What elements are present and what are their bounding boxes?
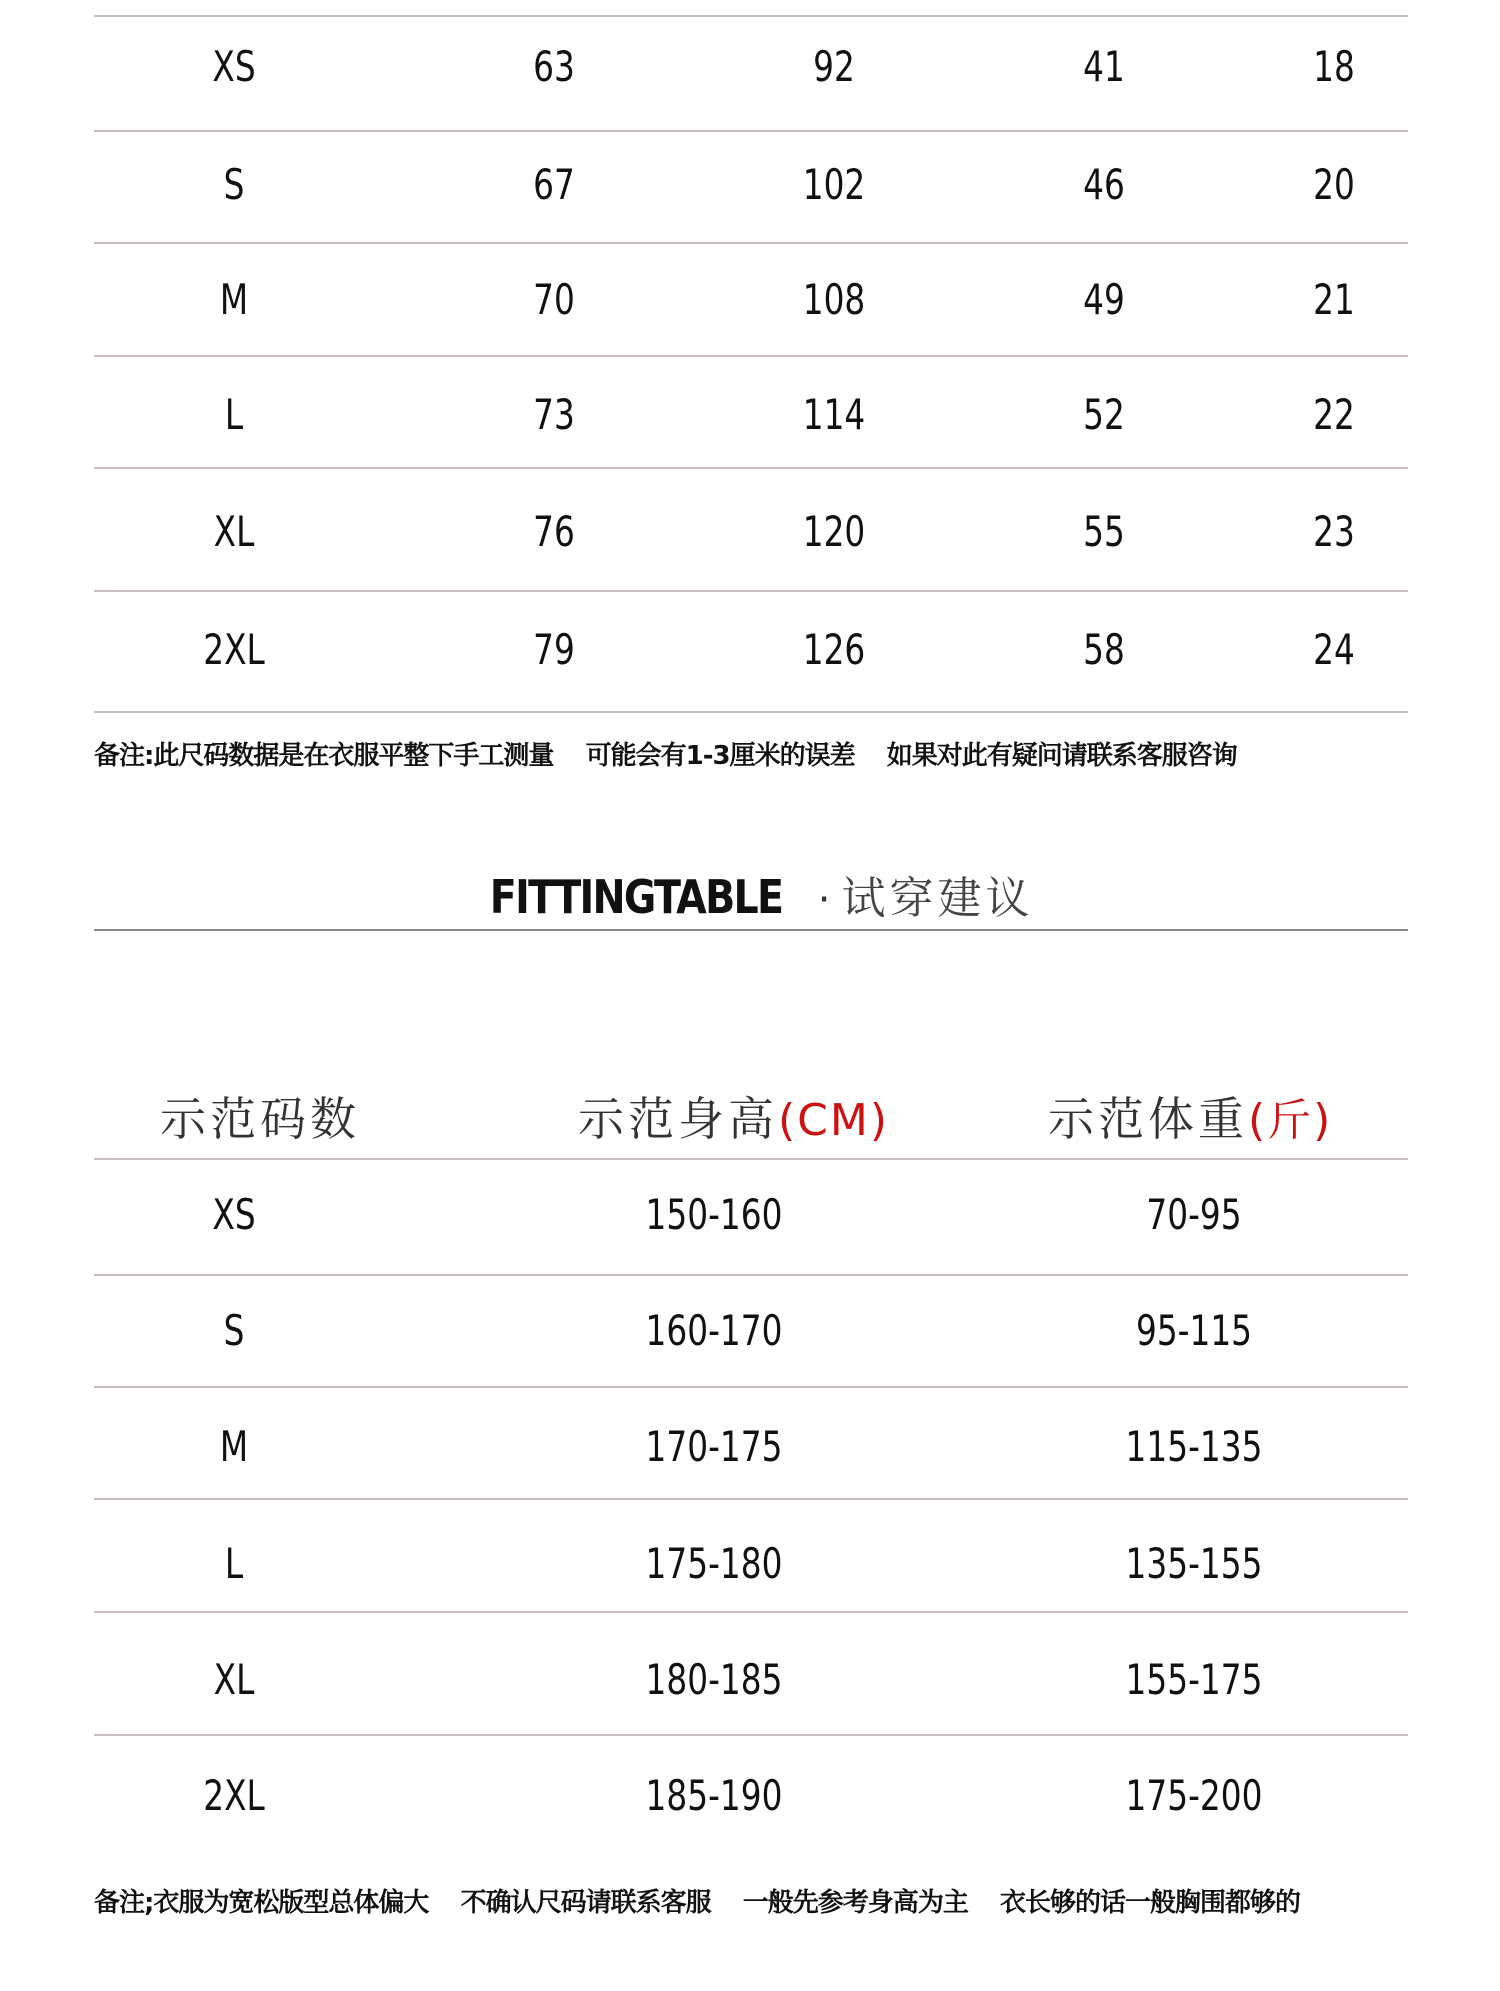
table-divider — [94, 130, 1408, 132]
measure-cell: 41 — [1083, 42, 1125, 91]
measure-cell: 126 — [802, 625, 866, 674]
measure-cell: 114 — [802, 390, 866, 439]
table-divider — [94, 1611, 1408, 1613]
measure-cell: 55 — [1083, 507, 1125, 556]
height-cell: 175-180 — [645, 1539, 783, 1588]
table-divider — [94, 242, 1408, 244]
weight-cell: 175-200 — [1125, 1771, 1263, 1820]
measure-cell: 24 — [1313, 625, 1355, 674]
height-cell: 150-160 — [645, 1190, 783, 1239]
weight-cell: 115-135 — [1125, 1422, 1263, 1471]
size-cell: XL — [213, 1655, 255, 1704]
size-cell: M — [219, 275, 249, 324]
size-cell: 2XL — [203, 625, 265, 674]
title-separator: · — [817, 877, 831, 923]
table-row — [94, 375, 1408, 455]
table-row — [94, 1524, 1408, 1604]
height-cell: 180-185 — [645, 1655, 783, 1704]
fitting-title-cn: 试穿建议 — [841, 873, 1034, 924]
table-row — [94, 1640, 1408, 1720]
measure-cell: 20 — [1313, 160, 1355, 209]
measure-cell: 92 — [813, 42, 855, 91]
measure-cell: 102 — [802, 160, 866, 209]
height-cell: 170-175 — [645, 1422, 783, 1471]
weight-cell: 155-175 — [1125, 1655, 1263, 1704]
measure-cell: 46 — [1083, 160, 1125, 209]
table-row — [94, 260, 1408, 340]
measure-cell: 49 — [1083, 275, 1125, 324]
table-divider — [94, 1158, 1408, 1160]
table-divider — [94, 467, 1408, 469]
header-size — [160, 1083, 360, 1153]
header-size-label: 示范码数 — [160, 1092, 360, 1146]
header-height-label: 示范身高 — [578, 1092, 778, 1146]
table-row — [94, 27, 1408, 107]
fitting-note: 备注;衣服为宽松版型总体偏大 不确认尺码请联系客服 一般先参考身高为主 衣长够的话一般胸围都够的 — [94, 1888, 1301, 1918]
measure-cell: 22 — [1313, 390, 1355, 439]
measure-cell: 67 — [533, 160, 575, 209]
height-cell: 160-170 — [645, 1306, 783, 1355]
size-cell: XL — [213, 507, 255, 556]
header-weight-unit: (斤) — [1248, 1095, 1333, 1146]
measure-cell: 18 — [1313, 42, 1355, 91]
measure-cell: 76 — [533, 507, 575, 556]
table-divider — [94, 711, 1408, 713]
size-cell: S — [223, 1306, 245, 1355]
measure-cell: 21 — [1313, 275, 1355, 324]
table-divider — [94, 355, 1408, 357]
measure-cell: 23 — [1313, 507, 1355, 556]
measure-cell: 58 — [1083, 625, 1125, 674]
measure-cell: 70 — [533, 275, 575, 324]
table-row — [94, 492, 1408, 572]
table-divider — [94, 1274, 1408, 1276]
table-divider — [94, 590, 1408, 592]
height-cell: 185-190 — [645, 1771, 783, 1820]
size-table — [94, 0, 1408, 720]
table-row — [94, 1291, 1408, 1371]
measure-cell: 73 — [533, 390, 575, 439]
size-note: 备注:此尺码数据是在衣服平整下手工测量 可能会有1-3厘米的误差 如果对此有疑问请联系客服咨询 — [94, 741, 1237, 771]
title-divider — [94, 929, 1408, 931]
measure-cell: 79 — [533, 625, 575, 674]
table-divider — [94, 1734, 1408, 1736]
table-divider — [94, 1386, 1408, 1388]
measure-cell: 63 — [533, 42, 575, 91]
weight-cell: 95-115 — [1135, 1306, 1253, 1355]
table-divider — [94, 1498, 1408, 1500]
size-cell: XS — [212, 1190, 256, 1239]
measure-cell: 120 — [802, 507, 866, 556]
header-weight — [1048, 1083, 1332, 1153]
weight-cell: 135-155 — [1125, 1539, 1263, 1588]
fitting-title-en: FITTINGTABLE — [490, 870, 783, 924]
size-cell: L — [224, 1539, 244, 1588]
measure-cell: 52 — [1083, 390, 1125, 439]
table-row — [94, 145, 1408, 225]
table-row — [94, 1756, 1408, 1836]
measure-cell: 108 — [802, 275, 866, 324]
size-cell: 2XL — [203, 1771, 265, 1820]
table-row — [94, 1175, 1408, 1255]
header-weight-label: 示范体重 — [1048, 1092, 1248, 1146]
weight-cell: 70-95 — [1146, 1190, 1242, 1239]
table-row — [94, 1407, 1408, 1487]
table-divider — [94, 15, 1408, 17]
size-cell: L — [224, 390, 244, 439]
header-height-unit: (CM) — [778, 1095, 890, 1146]
size-cell: S — [223, 160, 245, 209]
fitting-title — [0, 862, 1500, 922]
fitting-table — [94, 1158, 1408, 1820]
table-row — [94, 610, 1408, 690]
size-cell: M — [219, 1422, 249, 1471]
size-cell: XS — [212, 42, 256, 91]
header-height — [578, 1083, 889, 1153]
